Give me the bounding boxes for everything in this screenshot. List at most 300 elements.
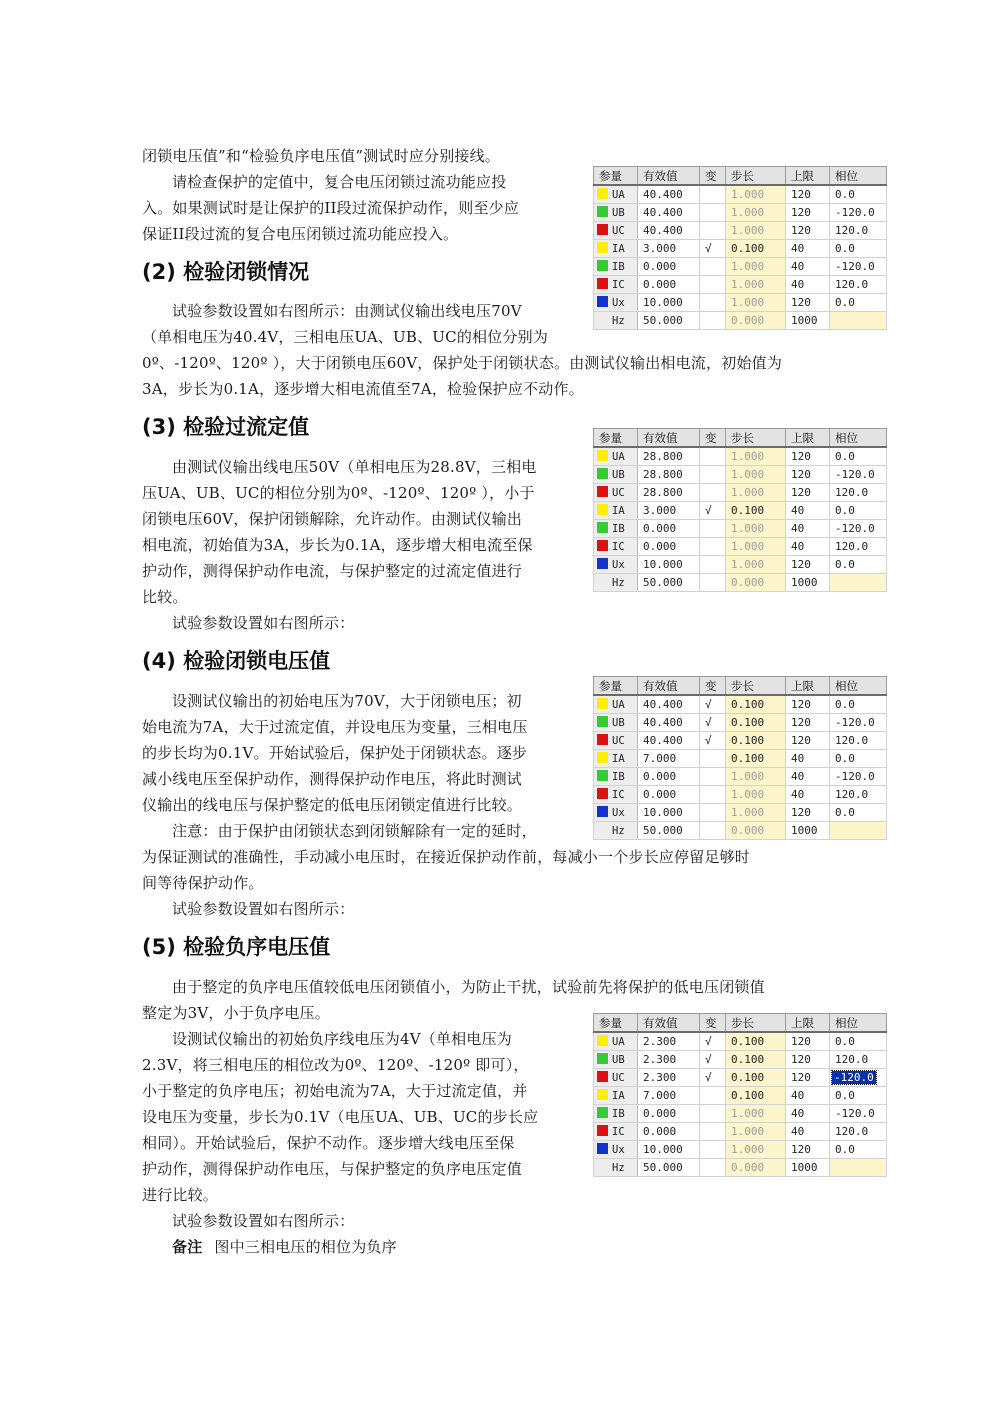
text-line: 进行比较。 (142, 1186, 219, 1204)
variable-cell[interactable] (700, 312, 726, 330)
param-name: UC (612, 225, 625, 237)
phase-cell[interactable] (830, 574, 887, 592)
value-cell[interactable]: 2.300 (638, 1051, 700, 1069)
limit-cell[interactable]: 40 (786, 258, 830, 276)
color-swatch (597, 806, 608, 817)
param-row (594, 574, 887, 592)
param-name-cell (594, 447, 638, 466)
param-row (594, 502, 887, 520)
value-cell[interactable]: 28.800 (638, 447, 700, 466)
color-swatch (597, 1089, 608, 1100)
phase-cell[interactable]: 120.0 (830, 1123, 887, 1141)
limit-cell[interactable]: 1000 (786, 822, 830, 840)
value-cell[interactable]: 10.000 (638, 804, 700, 822)
value-cell[interactable]: 2.300 (638, 1032, 700, 1051)
param-row (594, 185, 887, 204)
param-name: IC (612, 541, 625, 553)
step-cell[interactable]: 0.100 (726, 1069, 786, 1087)
limit-cell[interactable]: 120 (786, 1069, 830, 1087)
value-cell[interactable]: 10.000 (638, 556, 700, 574)
step-cell[interactable]: 1.000 (726, 185, 786, 204)
step-cell[interactable]: 0.000 (726, 1159, 786, 1177)
param-name-cell (594, 240, 638, 258)
param-row (594, 786, 887, 804)
param-row (594, 1087, 887, 1105)
variable-cell[interactable] (700, 520, 726, 538)
param-name-cell (594, 520, 638, 538)
step-cell[interactable]: 1.000 (726, 804, 786, 822)
column-header[interactable]: 有效值 (638, 429, 700, 448)
param-row (594, 768, 887, 786)
param-name-cell (594, 484, 638, 502)
variable-cell[interactable]: √ (700, 695, 726, 714)
param-row (594, 750, 887, 768)
column-header[interactable]: 步长 (726, 429, 786, 448)
color-swatch (597, 734, 608, 745)
param-row (594, 732, 887, 750)
column-header[interactable]: 相位 (830, 677, 887, 696)
param-name: IC (612, 1126, 625, 1138)
step-cell[interactable]: 1.000 (726, 258, 786, 276)
param-name-cell (594, 556, 638, 574)
limit-cell[interactable]: 120 (786, 185, 830, 204)
param-row (594, 447, 887, 466)
phase-cell[interactable]: 0.0 (830, 185, 887, 204)
column-header[interactable]: 相位 (830, 1014, 887, 1033)
phase-cell[interactable] (830, 1069, 887, 1087)
column-header[interactable]: 上限 (786, 429, 830, 448)
limit-cell[interactable]: 1000 (786, 1159, 830, 1177)
step-cell[interactable]: 1.000 (726, 447, 786, 466)
variable-cell[interactable] (700, 294, 726, 312)
param-name-cell (594, 222, 638, 240)
text-line: 相电流，初始值为3A，步长为0.1A，逐步增大相电流至保 (142, 536, 533, 554)
limit-cell[interactable]: 40 (786, 520, 830, 538)
value-cell[interactable]: 0.000 (638, 786, 700, 804)
value-cell[interactable]: 3.000 (638, 502, 700, 520)
limit-cell[interactable]: 1000 (786, 574, 830, 592)
text-line: 始电流为7A，大于过流定值，并设电压为变量，三相电压 (142, 718, 528, 736)
variable-cell[interactable]: √ (700, 714, 726, 732)
param-row (594, 1051, 887, 1069)
variable-cell[interactable]: √ (700, 502, 726, 520)
text-line: 设电压为变量，步长为0.1V（电压UA、UB、UC的步长应 (142, 1108, 539, 1126)
param-name-cell (594, 822, 638, 840)
limit-cell[interactable]: 120 (786, 204, 830, 222)
phase-cell[interactable]: -120.0 (830, 714, 887, 732)
variable-cell[interactable] (700, 822, 726, 840)
text-line: 设测试仪输出的初始负序线电压为4V（单相电压为 (172, 1030, 512, 1048)
step-cell[interactable]: 0.000 (726, 574, 786, 592)
limit-cell[interactable]: 120 (786, 484, 830, 502)
text-line: 比较。 (142, 588, 188, 606)
variable-cell[interactable]: √ (700, 732, 726, 750)
variable-cell[interactable] (700, 258, 726, 276)
phase-cell[interactable] (830, 312, 887, 330)
variable-cell[interactable] (700, 204, 726, 222)
phase-cell[interactable]: 0.0 (830, 294, 887, 312)
param-row (594, 222, 887, 240)
limit-cell[interactable]: 40 (786, 768, 830, 786)
step-cell[interactable]: 0.100 (726, 1032, 786, 1051)
column-header[interactable]: 有效值 (638, 677, 700, 696)
variable-cell[interactable] (700, 222, 726, 240)
column-header[interactable]: 上限 (786, 677, 830, 696)
variable-cell[interactable]: √ (700, 1069, 726, 1087)
param-row (594, 804, 887, 822)
value-cell[interactable]: 40.400 (638, 695, 700, 714)
text-line: 间等待保护动作。 (142, 874, 264, 892)
text-line: 闭锁电压值”和“检验负序电压值”测试时应分别接线。 (142, 147, 501, 165)
phase-cell[interactable]: 120.0 (830, 538, 887, 556)
param-name-cell (594, 1123, 638, 1141)
value-cell[interactable]: 40.400 (638, 204, 700, 222)
step-cell[interactable]: 0.100 (726, 1087, 786, 1105)
limit-cell[interactable]: 120 (786, 1141, 830, 1159)
column-header[interactable]: 变 (700, 677, 726, 696)
param-name: UB (612, 1054, 625, 1066)
limit-cell[interactable]: 120 (786, 294, 830, 312)
text-line: 设测试仪输出的初始电压为70V，大于闭锁电压；初 (172, 692, 522, 710)
phase-cell[interactable]: -120.0 (830, 204, 887, 222)
text-line: 入。如果测试时是让保护的II段过流保护动作，则至少应 (142, 199, 520, 217)
param-name-cell (594, 574, 638, 592)
variable-cell[interactable] (700, 768, 726, 786)
limit-cell[interactable]: 120 (786, 466, 830, 484)
phase-cell[interactable]: 0.0 (830, 1141, 887, 1159)
limit-cell[interactable]: 120 (786, 732, 830, 750)
value-cell[interactable]: 28.800 (638, 484, 700, 502)
phase-cell[interactable]: 0.0 (830, 502, 887, 520)
phase-editing-value[interactable]: -120.0 (834, 1071, 874, 1084)
text-line: 试验参数设置如右图所示： (172, 614, 355, 632)
limit-cell[interactable]: 40 (786, 276, 830, 294)
phase-cell[interactable]: -120.0 (830, 466, 887, 484)
step-cell[interactable]: 0.100 (726, 732, 786, 750)
column-header[interactable]: 相位 (830, 429, 887, 448)
phase-cell[interactable]: 120.0 (830, 222, 887, 240)
text-line: 由于整定的负序电压值较低电压闭锁值小，为防止干扰，试验前先将保护的低电压闭锁值 (172, 978, 765, 996)
text-line: 闭锁电压60V，保护闭锁解除，允许动作。由测试仪输出 (142, 510, 523, 528)
phase-cell[interactable]: 120.0 (830, 484, 887, 502)
value-cell[interactable]: 7.000 (638, 750, 700, 768)
step-cell[interactable]: 1.000 (726, 520, 786, 538)
value-cell[interactable]: 40.400 (638, 714, 700, 732)
phase-cell[interactable]: 0.0 (830, 804, 887, 822)
param-name-cell (594, 768, 638, 786)
value-cell[interactable]: 0.000 (638, 276, 700, 294)
column-header[interactable]: 有效值 (638, 1014, 700, 1033)
column-header[interactable]: 参量 (594, 429, 638, 448)
variable-cell[interactable] (700, 574, 726, 592)
column-header[interactable]: 上限 (786, 1014, 830, 1033)
column-header[interactable]: 变 (700, 429, 726, 448)
param-name: Hz (612, 1162, 625, 1174)
value-cell[interactable]: 40.400 (638, 732, 700, 750)
column-header[interactable]: 相位 (830, 167, 887, 186)
param-name: UB (612, 717, 625, 729)
column-header[interactable]: 参量 (594, 1014, 638, 1033)
variable-cell[interactable]: √ (700, 240, 726, 258)
step-cell[interactable]: 1.000 (726, 294, 786, 312)
variable-cell[interactable] (700, 538, 726, 556)
color-swatch (597, 522, 608, 533)
value-cell[interactable]: 50.000 (638, 822, 700, 840)
step-cell[interactable]: 0.100 (726, 750, 786, 768)
column-header[interactable]: 步长 (726, 677, 786, 696)
column-header[interactable]: 步长 (726, 167, 786, 186)
param-name-cell (594, 1051, 638, 1069)
text-line: 试验参数设置如右图所示： (172, 900, 355, 918)
variable-cell[interactable] (700, 447, 726, 466)
variable-cell[interactable]: √ (700, 1032, 726, 1051)
param-name: IB (612, 261, 625, 273)
step-cell[interactable]: 1.000 (726, 1141, 786, 1159)
param-name: IA (612, 505, 625, 517)
value-cell[interactable]: 50.000 (638, 1159, 700, 1177)
value-cell[interactable]: 0.000 (638, 538, 700, 556)
text-line: 的步长均为0.1V。开始试验后，保护处于闭锁状态。逐步 (142, 744, 528, 762)
param-name-cell (594, 466, 638, 484)
phase-cell[interactable]: 0.0 (830, 695, 887, 714)
variable-cell[interactable] (700, 556, 726, 574)
limit-cell[interactable]: 120 (786, 222, 830, 240)
param-name: IA (612, 753, 625, 765)
section-heading-2: (2) 检验闭锁情况 (142, 260, 310, 284)
step-cell[interactable]: 1.000 (726, 276, 786, 294)
color-swatch (597, 1053, 608, 1064)
text-line: 试验参数设置如右图所示： (172, 1212, 355, 1230)
value-cell[interactable]: 0.000 (638, 520, 700, 538)
header-row (594, 429, 887, 448)
param-row (594, 240, 887, 258)
value-cell[interactable]: 40.400 (638, 222, 700, 240)
text-line: 0º、-120º、120º ），大于闭锁电压60V，保护处于闭锁状态。由测试仪输出相电流，初始值为 (142, 354, 783, 372)
param-name-cell (594, 1032, 638, 1051)
step-cell[interactable]: 0.100 (726, 695, 786, 714)
color-swatch-empty (597, 824, 608, 835)
limit-cell[interactable]: 40 (786, 1105, 830, 1123)
text-line: 试验参数设置如右图所示：由测试仪输出线电压70V (172, 302, 522, 320)
color-swatch (597, 558, 608, 569)
header-row (594, 167, 887, 186)
variable-cell[interactable] (700, 1159, 726, 1177)
param-name-cell (594, 1069, 638, 1087)
value-cell[interactable]: 28.800 (638, 466, 700, 484)
phase-cell[interactable]: 120.0 (830, 1051, 887, 1069)
param-name: UB (612, 207, 625, 219)
param-table (593, 166, 887, 330)
phase-cell[interactable]: 120.0 (830, 276, 887, 294)
step-cell[interactable]: 0.000 (726, 312, 786, 330)
param-name: Ux (612, 807, 625, 819)
limit-cell[interactable]: 40 (786, 502, 830, 520)
param-row (594, 538, 887, 556)
limit-cell[interactable]: 40 (786, 786, 830, 804)
param-name-cell (594, 312, 638, 330)
variable-cell[interactable] (700, 1141, 726, 1159)
limit-cell[interactable]: 40 (786, 538, 830, 556)
step-cell[interactable]: 0.100 (726, 240, 786, 258)
param-name-cell (594, 804, 638, 822)
step-cell[interactable]: 0.100 (726, 502, 786, 520)
param-name-cell (594, 1159, 638, 1177)
step-cell[interactable]: 0.100 (726, 1051, 786, 1069)
phase-cell[interactable] (830, 1159, 887, 1177)
phase-cell[interactable]: 0.0 (830, 447, 887, 466)
param-name: UA (612, 189, 625, 201)
value-cell[interactable]: 3.000 (638, 240, 700, 258)
param-name: UB (612, 469, 625, 481)
step-cell[interactable]: 1.000 (726, 786, 786, 804)
column-header[interactable]: 参量 (594, 167, 638, 186)
header-row (594, 677, 887, 696)
text-line: 3A，步长为0.1A，逐步增大相电流值至7A，检验保护应不动作。 (142, 380, 584, 398)
param-name: UA (612, 699, 625, 711)
limit-cell[interactable]: 40 (786, 1123, 830, 1141)
color-swatch-empty (597, 314, 608, 325)
value-cell[interactable]: 50.000 (638, 574, 700, 592)
step-cell[interactable]: 1.000 (726, 466, 786, 484)
color-swatch (597, 1035, 608, 1046)
limit-cell[interactable]: 40 (786, 750, 830, 768)
variable-cell[interactable] (700, 466, 726, 484)
limit-cell[interactable]: 120 (786, 1051, 830, 1069)
phase-cell[interactable]: 0.0 (830, 1087, 887, 1105)
param-row (594, 276, 887, 294)
text-line: 减小线电压至保护动作，测得保护动作电压，将此时测试 (142, 770, 523, 788)
limit-cell[interactable]: 120 (786, 447, 830, 466)
column-header[interactable]: 上限 (786, 167, 830, 186)
value-cell[interactable]: 10.000 (638, 1141, 700, 1159)
limit-cell[interactable]: 1000 (786, 312, 830, 330)
param-name: Hz (612, 825, 625, 837)
color-swatch (597, 242, 608, 253)
param-name: Ux (612, 1144, 625, 1156)
step-cell[interactable]: 1.000 (726, 222, 786, 240)
param-name-cell (594, 502, 638, 520)
param-name-cell (594, 1105, 638, 1123)
limit-cell[interactable]: 120 (786, 714, 830, 732)
value-cell[interactable]: 0.000 (638, 1105, 700, 1123)
param-name-cell (594, 695, 638, 714)
step-cell[interactable]: 1.000 (726, 1123, 786, 1141)
param-row (594, 312, 887, 330)
param-row (594, 822, 887, 840)
step-cell[interactable]: 0.000 (726, 822, 786, 840)
phase-cell[interactable]: -120.0 (830, 520, 887, 538)
param-name: Ux (612, 559, 625, 571)
variable-cell[interactable]: √ (700, 1051, 726, 1069)
phase-cell[interactable]: -120.0 (830, 768, 887, 786)
column-header[interactable]: 变 (700, 167, 726, 186)
value-cell[interactable]: 50.000 (638, 312, 700, 330)
variable-cell[interactable] (700, 185, 726, 204)
param-name: UA (612, 1036, 625, 1048)
phase-cell[interactable]: 0.0 (830, 240, 887, 258)
value-cell[interactable]: 7.000 (638, 1087, 700, 1105)
param-name-cell (594, 204, 638, 222)
variable-cell[interactable] (700, 484, 726, 502)
section-heading-4: (4) 检验闭锁电压值 (142, 649, 331, 673)
step-cell[interactable]: 1.000 (726, 768, 786, 786)
color-swatch (597, 486, 608, 497)
param-name-cell (594, 294, 638, 312)
color-swatch (597, 1143, 608, 1154)
limit-cell[interactable]: 120 (786, 556, 830, 574)
limit-cell[interactable]: 120 (786, 1032, 830, 1051)
param-table (593, 1013, 887, 1177)
param-row (594, 204, 887, 222)
color-swatch (597, 260, 608, 271)
step-cell[interactable]: 1.000 (726, 538, 786, 556)
column-header[interactable]: 步长 (726, 1014, 786, 1033)
text-line: 仪输出的线电压与保护整定的低电压闭锁定值进行比较。 (142, 796, 523, 814)
step-cell[interactable]: 1.000 (726, 1105, 786, 1123)
param-name: IB (612, 771, 625, 783)
param-name-cell (594, 276, 638, 294)
param-name-cell (594, 714, 638, 732)
phase-cell[interactable]: -120.0 (830, 1105, 887, 1123)
phase-cell[interactable]: 120.0 (830, 786, 887, 804)
step-cell[interactable]: 1.000 (726, 484, 786, 502)
param-name: IC (612, 789, 625, 801)
phase-cell[interactable]: 0.0 (830, 750, 887, 768)
column-header[interactable]: 有效值 (638, 167, 700, 186)
phase-cell[interactable]: 120.0 (830, 732, 887, 750)
variable-cell[interactable] (700, 1087, 726, 1105)
variable-cell[interactable] (700, 1123, 726, 1141)
limit-cell[interactable]: 40 (786, 1087, 830, 1105)
value-cell[interactable]: 0.000 (638, 768, 700, 786)
limit-cell[interactable]: 40 (786, 240, 830, 258)
step-cell[interactable]: 1.000 (726, 556, 786, 574)
variable-cell[interactable] (700, 786, 726, 804)
phase-cell[interactable]: 0.0 (830, 556, 887, 574)
value-cell[interactable]: 10.000 (638, 294, 700, 312)
value-cell[interactable]: 2.300 (638, 1069, 700, 1087)
param-row (594, 1105, 887, 1123)
value-cell[interactable]: 40.400 (638, 185, 700, 204)
param-table (593, 676, 887, 840)
param-name: Hz (612, 315, 625, 327)
variable-cell[interactable] (700, 1105, 726, 1123)
variable-cell[interactable] (700, 804, 726, 822)
step-cell[interactable]: 0.100 (726, 714, 786, 732)
column-header[interactable]: 变 (700, 1014, 726, 1033)
param-name-cell (594, 732, 638, 750)
param-name: IA (612, 243, 625, 255)
phase-cell[interactable]: 0.0 (830, 1032, 887, 1051)
limit-cell[interactable]: 120 (786, 695, 830, 714)
color-swatch (597, 1107, 608, 1118)
text-line: （单相电压为40.4V，三相电压UA、UB、UC的相位分别为 (142, 328, 549, 346)
value-cell[interactable]: 0.000 (638, 258, 700, 276)
color-swatch (597, 1071, 608, 1082)
variable-cell[interactable] (700, 750, 726, 768)
param-row (594, 520, 887, 538)
variable-cell[interactable] (700, 276, 726, 294)
phase-cell[interactable] (830, 822, 887, 840)
phase-cell[interactable]: -120.0 (830, 258, 887, 276)
step-cell[interactable]: 1.000 (726, 204, 786, 222)
column-header[interactable]: 参量 (594, 677, 638, 696)
value-cell[interactable]: 0.000 (638, 1123, 700, 1141)
param-row (594, 1123, 887, 1141)
text-line: 护动作，测得保护动作电压，与保护整定的负序电压定值 (142, 1160, 523, 1178)
color-swatch (597, 752, 608, 763)
limit-cell[interactable]: 120 (786, 804, 830, 822)
